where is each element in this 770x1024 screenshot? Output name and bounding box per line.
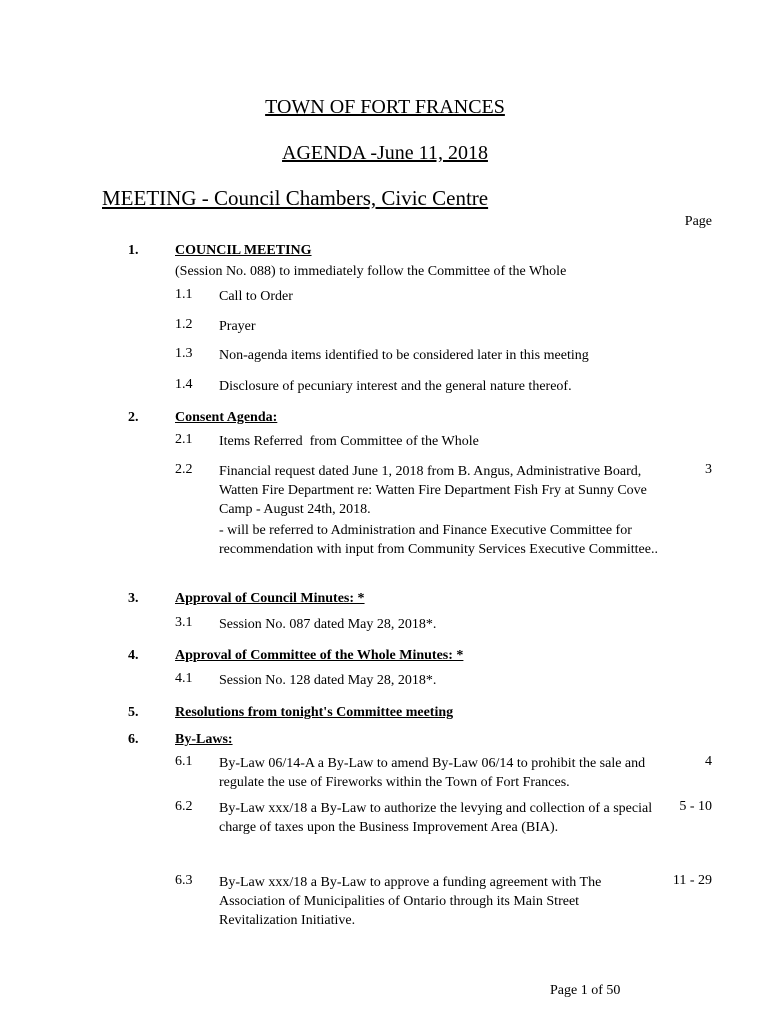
item-text: Session No. 087 dated May 28, 2018*.: [219, 617, 437, 632]
item-number: 2.1: [175, 432, 193, 447]
item-text: By-Law 06/14-A a By-Law to amend By-Law 06/14 to prohibit the sale and regulate the use of Fireworks within the Town of Fort Frances.: [219, 756, 646, 790]
item-number: 6.2: [175, 799, 193, 814]
item-number: 6.1: [175, 754, 193, 769]
item-text: By-Law xxx/18 a By-Law to authorize the levying and collection of a special charge of taxes upon the Business Improvement Area (BIA).: [219, 801, 653, 835]
item-number: 1.2: [175, 317, 193, 332]
meeting-heading: MEETING - Council Chambers, Civic Centre: [102, 186, 489, 210]
section-number: 3.: [128, 591, 139, 606]
section-number: 6.: [128, 732, 139, 747]
item-note: - will be referred to Administration and Finance Executive Committee for recommendation with input from Community Services Executive Committee..: [219, 523, 658, 557]
item-number: 3.1: [175, 615, 193, 630]
section-title: COUNCIL MEETING: [175, 243, 312, 258]
page-reference: 4: [705, 754, 712, 769]
item-text: Financial request dated June 1, 2018 from B. Angus, Administrative Board, Watten Fire Department re: Watten Fire Department Fish Fry at Sunny Cove Camp - August 24th, 2018.: [219, 464, 647, 517]
section-number: 4.: [128, 648, 139, 663]
page-reference: 5 - 10: [679, 799, 712, 814]
item-text: By-Law xxx/18 a By-Law to approve a funding agreement with The Association of Municipalities of Ontario through its Main Street Revitalization Initiative.: [219, 875, 602, 928]
section-title: Resolutions from tonight's Committee meeting: [175, 705, 454, 720]
item-text: Non-agenda items identified to be considered later in this meeting: [219, 348, 589, 363]
section-title: Consent Agenda:: [175, 410, 278, 425]
section-title: By-Laws:: [175, 732, 233, 747]
item-text: Items Referred from Committee of the Whole: [219, 434, 479, 449]
item-text: Call to Order: [219, 289, 293, 304]
page-reference: 11 - 29: [672, 873, 712, 888]
item-number: 1.1: [175, 287, 193, 302]
item-number: 4.1: [175, 671, 193, 686]
agenda-title: AGENDA -June 11, 2018: [282, 142, 488, 164]
item-number: 6.3: [175, 873, 193, 888]
item-text: Disclosure of pecuniary interest and the general nature thereof.: [219, 379, 572, 394]
section-subtitle: (Session No. 088) to immediately follow the Committee of the Whole: [175, 264, 567, 279]
section-number: 5.: [128, 705, 139, 720]
section-title: Approval of Council Minutes: *: [175, 591, 365, 606]
item-number: 1.4: [175, 377, 193, 392]
section-number: 1.: [128, 243, 139, 258]
item-number: 2.2: [175, 462, 193, 477]
item-text: Prayer: [219, 319, 256, 334]
page-column-label: Page: [684, 214, 712, 229]
item-number: 1.3: [175, 346, 193, 361]
section-title: Approval of Committee of the Whole Minutes: *: [175, 648, 464, 663]
page-reference: 3: [705, 462, 712, 477]
section-number: 2.: [128, 410, 139, 425]
page-footer: Page 1 of 50: [550, 983, 621, 998]
town-title: TOWN OF FORT FRANCES: [265, 96, 505, 118]
item-text: Session No. 128 dated May 28, 2018*.: [219, 673, 437, 688]
